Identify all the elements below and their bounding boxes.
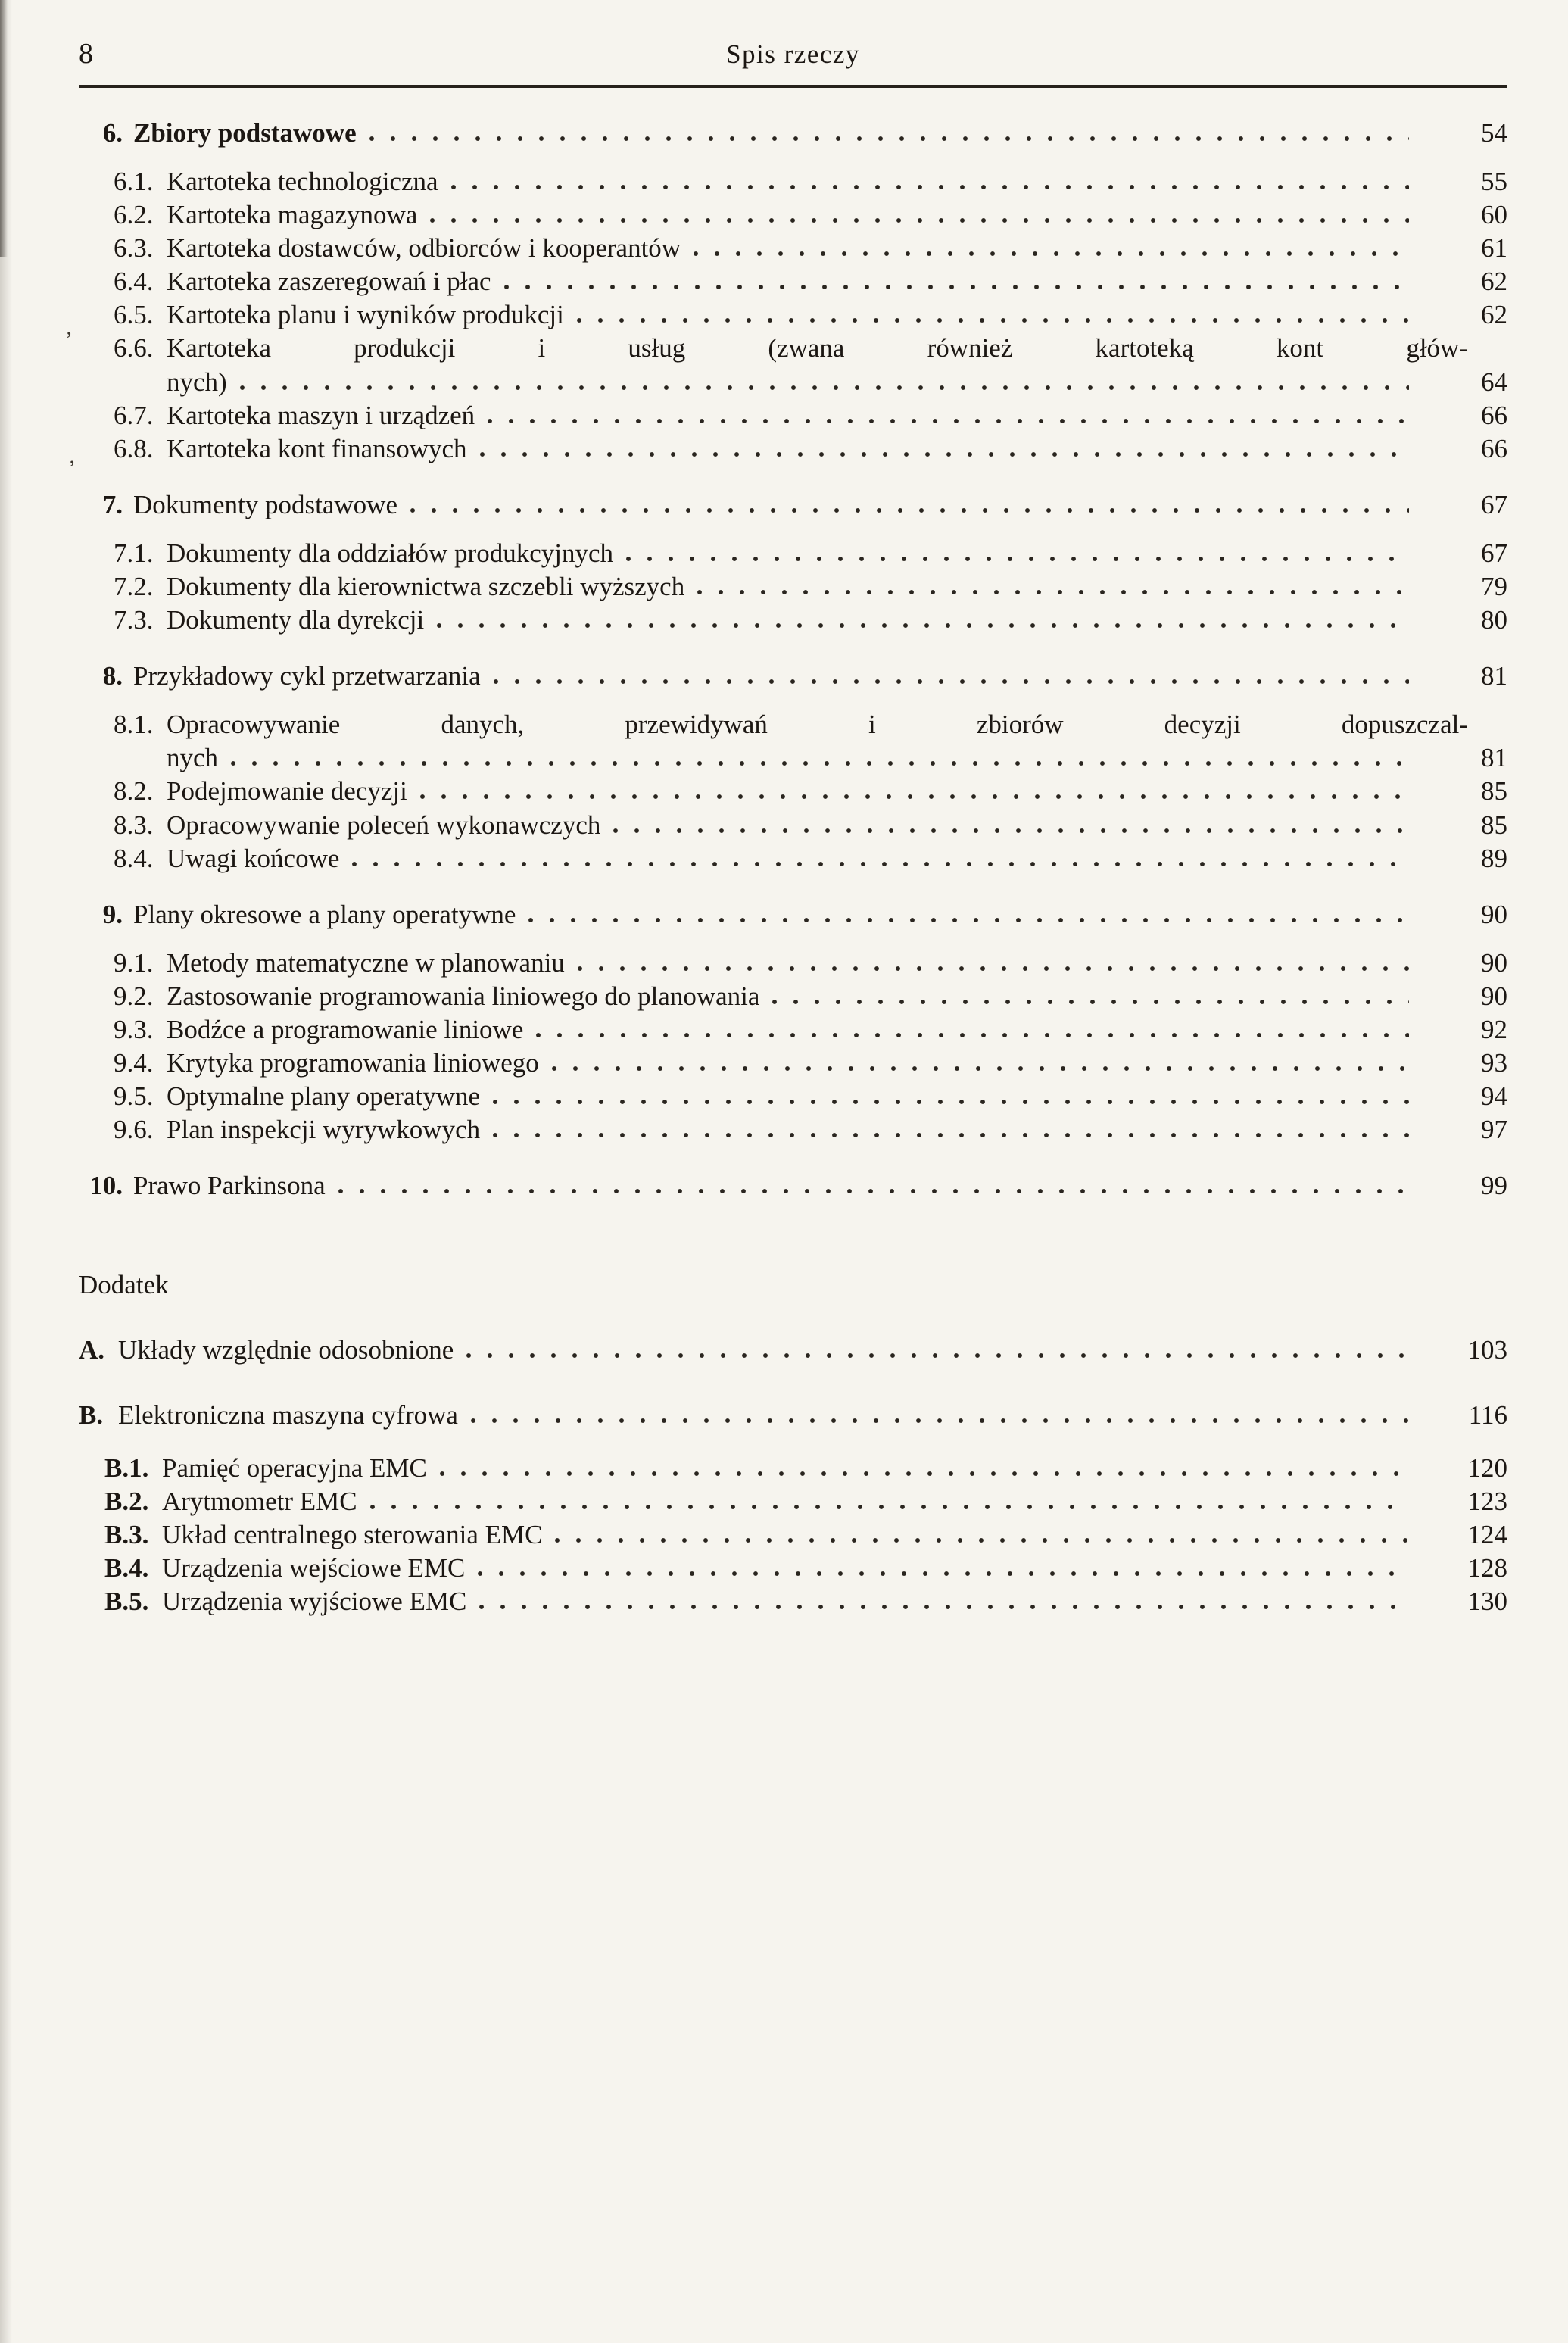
toc-entry-line <box>104 1452 1507 1485</box>
entry-page-number: 79 <box>1481 572 1507 601</box>
toc-entry-line <box>79 1169 1507 1203</box>
entry-page-number: 123 <box>1467 1486 1507 1516</box>
entry-title: Kartoteka zaszeregowań i płac <box>167 267 491 297</box>
entry-page-number: 62 <box>1481 300 1507 330</box>
dot-leader <box>503 283 1409 290</box>
entry-page-number: 81 <box>1481 743 1507 773</box>
entry-title: Dokumenty dla kierownictwa szczebli wyższych <box>167 572 685 601</box>
toc-entry <box>79 1334 1507 1367</box>
entry-page-number: 103 <box>1467 1334 1507 1365</box>
toc-entry <box>79 842 1507 875</box>
toc-entry <box>79 898 1507 931</box>
entry-title: Kartoteka planu i wyników produkcji <box>167 300 564 330</box>
entry-page-number: 128 <box>1467 1553 1507 1583</box>
entry-number: 6.8. <box>114 433 154 463</box>
entry-number: 7.1. <box>114 538 154 568</box>
dot-leader <box>697 588 1409 595</box>
entry-number: 9.2. <box>114 981 154 1011</box>
entry-title: Opracowywanie poleceń wykonawczych <box>167 810 601 840</box>
entry-number: 7.2. <box>114 572 154 601</box>
toc-entry <box>79 1013 1507 1047</box>
toc-entry <box>79 488 1507 522</box>
dot-leader <box>535 1031 1409 1038</box>
scan-artifact: ’ <box>68 456 76 481</box>
toc-entry-line <box>114 399 1507 432</box>
entry-page-number: 61 <box>1481 233 1507 264</box>
entry-number: 6.7. <box>114 400 154 430</box>
toc-entry-line <box>114 165 1507 198</box>
entry-page-number: 120 <box>1467 1452 1507 1483</box>
entry-title: Kartoteka maszyn i urządzeń <box>167 400 475 430</box>
toc-entry <box>79 947 1507 980</box>
toc-entry <box>79 1485 1507 1518</box>
toc-entry-line <box>114 1047 1507 1080</box>
toc-entry-line <box>114 604 1507 637</box>
entry-title: Dokumenty dla dyrekcji <box>167 605 425 635</box>
toc-entry-line <box>114 1013 1507 1047</box>
toc-entry <box>79 708 1507 775</box>
entry-number: B.1. <box>104 1452 149 1483</box>
entry-title: Kartoteka magazynowa <box>167 200 418 230</box>
entry-page-number: 62 <box>1481 267 1507 297</box>
toc-entry-line <box>79 488 1507 522</box>
toc-entry <box>79 298 1507 332</box>
entry-title: Urządzenia wejściowe EMC <box>162 1553 466 1583</box>
toc-entry-line <box>114 775 1507 808</box>
entry-page-number: 80 <box>1481 605 1507 635</box>
dot-leader <box>419 793 1409 800</box>
toc-entry-line <box>104 1485 1507 1518</box>
toc-entry <box>79 604 1507 637</box>
entry-page-number: 116 <box>1468 1399 1507 1430</box>
toc-entry-line <box>114 1113 1507 1147</box>
toc-entry-line <box>114 537 1507 570</box>
entry-number: 6.1. <box>114 166 154 196</box>
dot-leader <box>450 183 1409 190</box>
entry-title: Plan inspekcji wyrywkowych <box>167 1115 481 1145</box>
toc-entry <box>79 809 1507 842</box>
entry-page-number: 85 <box>1481 810 1507 840</box>
toc-entry <box>79 775 1507 808</box>
toc-entry-line <box>104 1552 1507 1585</box>
entry-number: 6.3. <box>114 233 154 264</box>
entry-title: Dokumenty podstawowe <box>133 489 397 519</box>
toc-entry-line <box>114 842 1507 875</box>
dot-leader <box>436 622 1409 629</box>
toc-entry <box>79 332 1507 398</box>
toc-entry-line <box>79 117 1507 150</box>
entry-page-number: 66 <box>1481 400 1507 430</box>
toc-entry <box>79 265 1507 298</box>
entry-number: 10. <box>89 1171 123 1201</box>
toc-entry-line <box>114 980 1507 1013</box>
entry-number: 6. <box>102 117 123 148</box>
toc-entry <box>79 1169 1507 1203</box>
entry-title: Prawo Parkinsona <box>133 1171 326 1201</box>
entry-title: Optymalne plany operatywne <box>167 1081 481 1112</box>
entry-number: B.5. <box>104 1586 149 1617</box>
page-header-title: Spis rzeczy <box>726 39 860 69</box>
toc-entry-line <box>114 265 1507 298</box>
toc-entry-line <box>114 332 1507 365</box>
entry-number: 9.1. <box>114 947 154 978</box>
entry-title: Bodźce a programowanie liniowe <box>167 1015 524 1045</box>
toc-entry-line <box>114 708 1507 741</box>
dot-leader <box>613 827 1409 834</box>
toc-entry <box>79 198 1507 232</box>
dot-leader <box>410 507 1409 513</box>
dot-leader <box>554 1537 1409 1543</box>
entry-page-number: 93 <box>1481 1048 1507 1078</box>
toc-entry-line <box>114 198 1507 232</box>
toc-entry <box>79 399 1507 432</box>
toc-entry-line <box>104 1585 1507 1618</box>
entry-title: Kartoteka produkcji i usług (zwana również kartoteką kont głów- <box>167 333 1468 363</box>
dot-leader <box>479 451 1409 457</box>
dot-leader <box>239 384 1409 391</box>
entry-title: Arytmometr EMC <box>162 1486 357 1516</box>
toc-entry <box>79 1399 1507 1432</box>
entry-number: 8.1. <box>114 710 154 740</box>
entry-number: 6.2. <box>114 200 154 230</box>
entry-title: Plany okresowe a plany operatywne <box>133 899 516 929</box>
entry-page-number: 92 <box>1481 1015 1507 1045</box>
toc-entry <box>79 537 1507 570</box>
toc-entry-line <box>114 570 1507 604</box>
entry-title: Uwagi końcowe <box>167 843 340 873</box>
toc-entry-line <box>114 741 1507 775</box>
toc-entry-line <box>114 947 1507 980</box>
entry-title: Opracowywanie danych, przewidywań i zbiorów decyzji dopuszczal- <box>167 710 1468 740</box>
toc-entry-line <box>114 298 1507 332</box>
entry-number: 7.3. <box>114 605 154 635</box>
dot-leader <box>477 1570 1409 1577</box>
toc-entry <box>79 117 1507 150</box>
entry-title: Układ centralnego sterowania EMC <box>162 1519 543 1549</box>
entry-page-number: 130 <box>1467 1586 1507 1617</box>
toc-entry <box>79 232 1507 265</box>
entry-page-number: 124 <box>1467 1519 1507 1549</box>
entry-title: Przykładowy cykl przetwarzania <box>133 661 481 691</box>
entry-page-number: 94 <box>1481 1081 1507 1112</box>
entry-number: 9.4. <box>114 1048 154 1078</box>
entry-title: Układy względnie odosobnione <box>118 1334 454 1365</box>
toc-entry-line <box>114 366 1507 399</box>
entry-title: Kartoteka dostawców, odbiorców i kooperantów <box>167 233 681 264</box>
dot-leader <box>625 555 1409 562</box>
entry-title: Metody matematyczne w planowaniu <box>167 947 565 978</box>
entry-number: 9. <box>102 899 123 929</box>
entry-page-number: 60 <box>1481 200 1507 230</box>
toc-entry-line <box>79 1399 1507 1432</box>
entry-number: 8. <box>102 661 123 691</box>
entry-page-number: 99 <box>1481 1171 1507 1201</box>
entry-number: B.2. <box>104 1486 149 1516</box>
entry-number: 8.3. <box>114 810 154 840</box>
entry-title: Elektroniczna maszyna cyfrowa <box>118 1399 458 1430</box>
entry-number: 6.5. <box>114 300 154 330</box>
entry-continuation: nych) <box>167 367 227 397</box>
entry-page-number: 67 <box>1481 489 1507 519</box>
dot-leader <box>693 250 1409 257</box>
dot-leader <box>470 1417 1409 1424</box>
toc-entry <box>79 432 1507 466</box>
dot-leader <box>493 678 1409 685</box>
page-header <box>79 36 1507 88</box>
scan-artifact: ’ <box>65 327 73 352</box>
dot-leader <box>230 760 1409 766</box>
toc-entry <box>79 1080 1507 1113</box>
toc-entry <box>79 1518 1507 1552</box>
entry-title: Krytyka programowania liniowego <box>167 1048 539 1078</box>
toc-entry <box>79 980 1507 1013</box>
dot-leader <box>351 860 1409 867</box>
toc-entry-line <box>114 809 1507 842</box>
dot-leader <box>466 1352 1409 1359</box>
entry-number: 8.2. <box>114 776 154 806</box>
entry-number: 9.3. <box>114 1015 154 1045</box>
toc-entry-line <box>79 1334 1507 1367</box>
toc-entry-line <box>79 660 1507 693</box>
dot-leader <box>577 965 1409 972</box>
entry-page-number: 97 <box>1481 1115 1507 1145</box>
entry-title: Kartoteka technologiczna <box>167 166 438 196</box>
entry-number: 6.6. <box>114 333 154 363</box>
entry-title: Zbiory podstawowe <box>133 117 357 148</box>
entry-number: 9.5. <box>114 1081 154 1112</box>
entry-number: 6.4. <box>114 267 154 297</box>
dot-leader <box>492 1098 1409 1105</box>
toc-entry <box>79 1113 1507 1147</box>
dot-leader <box>772 998 1409 1005</box>
entry-title: Pamięć operacyjna EMC <box>162 1452 427 1483</box>
dot-leader <box>487 417 1409 424</box>
entry-page-number: 89 <box>1481 843 1507 873</box>
dot-leader <box>576 317 1409 323</box>
entry-title: Kartoteka kont finansowych <box>167 433 467 463</box>
entry-number: 9.6. <box>114 1115 154 1145</box>
dot-leader <box>528 916 1409 923</box>
toc-entry <box>79 165 1507 198</box>
dot-leader <box>479 1603 1409 1610</box>
toc-entry-line <box>104 1518 1507 1552</box>
entry-number: B.3. <box>104 1519 149 1549</box>
dot-leader <box>338 1187 1409 1194</box>
toc-entry <box>79 1585 1507 1618</box>
toc-entry <box>79 1047 1507 1080</box>
dot-leader <box>439 1470 1409 1477</box>
entry-page-number: 90 <box>1481 947 1507 978</box>
entry-page-number: 55 <box>1481 166 1507 196</box>
entry-page-number: 90 <box>1481 981 1507 1011</box>
entry-page-number: 85 <box>1481 776 1507 806</box>
dot-leader <box>492 1131 1409 1138</box>
entry-page-number: 67 <box>1481 538 1507 568</box>
dot-leader <box>551 1065 1409 1072</box>
entry-title: Urządzenia wyjściowe EMC <box>162 1586 467 1617</box>
toc-entry-line <box>79 898 1507 931</box>
toc-list <box>79 117 1507 1618</box>
toc-entry-line <box>114 1080 1507 1113</box>
dot-leader <box>369 135 1409 142</box>
entry-number: 8.4. <box>114 843 154 873</box>
toc-entry-line <box>114 232 1507 265</box>
entry-page-number: 54 <box>1481 117 1507 148</box>
toc-entry-line <box>114 432 1507 466</box>
toc-entry <box>79 570 1507 604</box>
dot-leader <box>369 1503 1409 1510</box>
entry-page-number: 64 <box>1481 367 1507 397</box>
toc-entry <box>79 1552 1507 1585</box>
entry-number: B. <box>79 1399 104 1430</box>
entry-title: Zastosowanie programowania liniowego do planowania <box>167 981 760 1011</box>
entry-number: B.4. <box>104 1553 149 1583</box>
entry-title: Dokumenty dla oddziałów produkcyjnych <box>167 538 614 568</box>
entry-page-number: 90 <box>1481 899 1507 929</box>
entry-page-number: 81 <box>1481 661 1507 691</box>
dot-leader <box>429 217 1409 223</box>
toc-section-heading: Dodatek <box>79 1269 169 1299</box>
page-number: 8 <box>79 38 93 70</box>
entry-title: Podejmowanie decyzji <box>167 776 407 806</box>
entry-number: A. <box>79 1334 105 1365</box>
entry-number: 7. <box>102 489 123 519</box>
toc-entry <box>79 1452 1507 1485</box>
entry-continuation: nych <box>167 743 219 773</box>
toc-entry <box>79 660 1507 693</box>
entry-page-number: 66 <box>1481 433 1507 463</box>
